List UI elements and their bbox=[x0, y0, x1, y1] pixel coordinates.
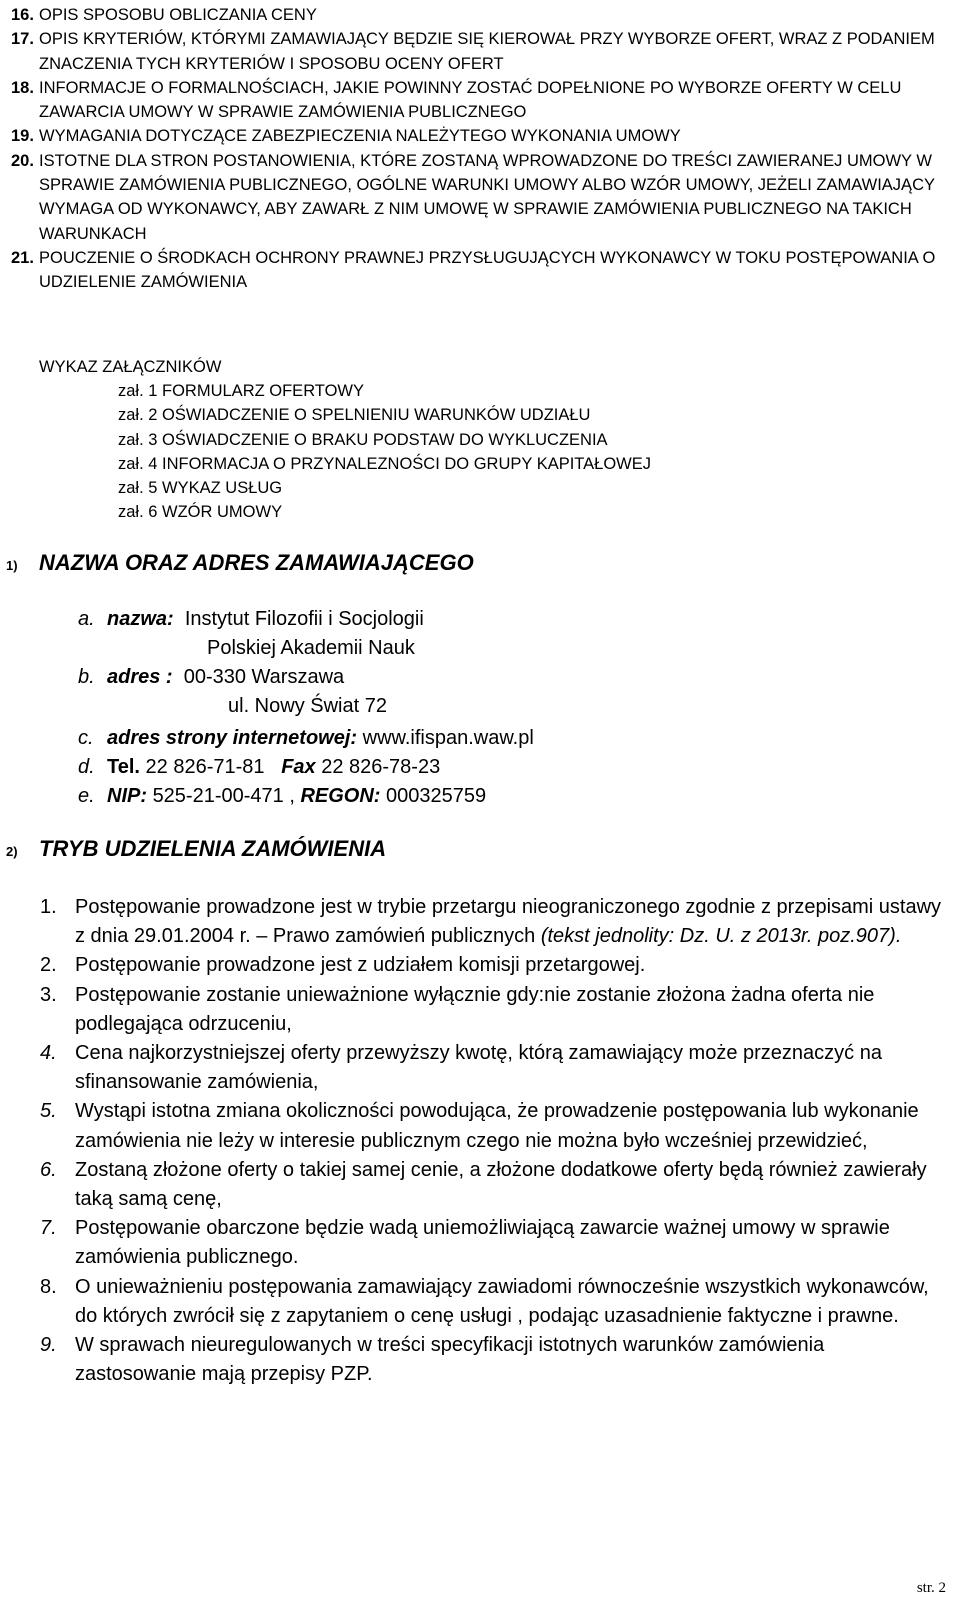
toc-item bbox=[11, 149, 956, 246]
toc-item bbox=[11, 3, 956, 27]
section-title: TRYB UDZIELENIA ZAMÓWIENIA bbox=[39, 836, 387, 861]
attachment-item: zał. 2 OŚWIADCZENIE O SPELNIENIU WARUNKÓW UDZIAŁU bbox=[118, 406, 591, 425]
item-text bbox=[75, 893, 950, 951]
item-text: Postępowanie obarczone będzie wadą uniemożliwiającą zawarcie ważnej umowy w sprawie zamówienia publicznego. bbox=[75, 1217, 890, 1269]
website-link[interactable]: www.ifispan.waw.pl bbox=[362, 727, 534, 749]
toc-text: OPIS SPOSOBU OBLICZANIA CENY bbox=[39, 6, 317, 24]
fax-value: 22 826-78-23 bbox=[321, 756, 441, 778]
toc-number: 19. bbox=[11, 127, 34, 146]
row-letter: c. bbox=[78, 727, 94, 749]
attachment-item: zał. 6 WZÓR UMOWY bbox=[118, 503, 283, 522]
toc-number: 16. bbox=[11, 6, 34, 24]
page-number: str. 2 bbox=[916, 1580, 946, 1596]
item-text: Wystąpi istotna zmiana okoliczności powodująca, że prowadzenie postępowania lub wykonanie zamówienia nie leży w interesie publicznym czego nie można było wcześniej przewidzieć, bbox=[75, 1100, 919, 1152]
tel-value: 22 826-71-81 bbox=[145, 756, 265, 778]
detail-row bbox=[78, 605, 534, 634]
list-item bbox=[40, 893, 950, 951]
toc-item bbox=[11, 246, 956, 295]
item-number: 9. bbox=[40, 1334, 57, 1357]
attachment-item: zał. 3 OŚWIADCZENIE O BRAKU PODSTAW DO WYKLUCZENIA bbox=[118, 430, 608, 449]
attachment-item: zał. 5 WYKAZ USŁUG bbox=[118, 479, 283, 498]
item-number: 3. bbox=[40, 983, 57, 1006]
list-item bbox=[40, 1097, 950, 1155]
item-number: 6. bbox=[40, 1158, 57, 1181]
row-letter: e. bbox=[78, 785, 95, 807]
address-label: adres : bbox=[107, 666, 173, 688]
toc-number: 20. bbox=[11, 151, 34, 170]
toc-item bbox=[11, 27, 956, 76]
nip-label: NIP: bbox=[107, 785, 147, 807]
section-number: 2) bbox=[6, 844, 18, 859]
item-number: 2. bbox=[40, 954, 57, 977]
regon-label: REGON: bbox=[300, 785, 381, 807]
address-value: 00-330 Warszawa bbox=[183, 666, 345, 688]
toc-item bbox=[11, 76, 956, 125]
fax-label: Fax bbox=[281, 756, 316, 778]
item-number: 1. bbox=[40, 896, 57, 918]
item-text: Postępowanie zostanie unieważnione wyłącznie gdy:nie zostanie złożona żadna oferta nie podlegająca odrzuceniu, bbox=[75, 983, 875, 1035]
name-value-cont: Polskiej Akademii Nauk bbox=[207, 637, 415, 659]
toc-text: WYMAGANIA DOTYCZĄCE ZABEZPIECZENIA NALEŻYTEGO WYKONANIA UMOWY bbox=[39, 127, 681, 146]
section-number: 1) bbox=[6, 558, 18, 573]
attachment-item: zał. 4 INFORMACJA O PRZYNALEZNOŚCI DO GRUPY KAPITAŁOWEJ bbox=[118, 454, 651, 473]
name-value: Instytut Filozofii i Socjologii bbox=[184, 608, 424, 630]
item-text: Zostaną złożone oferty o takiej samej cenie, a złożone dodatkowe oferty będą również zawierały taką samą cenę, bbox=[75, 1158, 927, 1211]
toc-text: INFORMACJE O FORMALNOŚCIACH, JAKIE POWINNY ZOSTAĆ DOPEŁNIONE PO WYBORZE OFERTY W CELU ZAWARCIA UMOWY W SPRAWIE ZAMÓWIENIA PUBLICZNEGO bbox=[39, 78, 902, 122]
item-number: 4. bbox=[40, 1042, 57, 1065]
section-heading bbox=[6, 550, 474, 576]
detail-row bbox=[78, 782, 534, 811]
item-text: Cena najkorzystniejszej oferty przewyższy kwotę, którą zamawiający może przeznaczyć na sfinansowanie zamówienia, bbox=[75, 1042, 882, 1094]
list-item bbox=[40, 1214, 950, 1272]
attachments-title: WYKAZ ZAŁĄCZNIKÓW bbox=[39, 358, 222, 376]
item-number: 5. bbox=[40, 1100, 57, 1123]
toc-number: 21. bbox=[11, 248, 34, 267]
toc-text: POUCZENIE O ŚRODKACH OCHRONY PRAWNEJ PRZYSŁUGUJĄCYCH WYKONAWCY W TOKU POSTĘPOWANIA O UDZIELENIE ZAMÓWIENIA bbox=[39, 248, 936, 292]
attachment-item: zał. 1 FORMULARZ OFERTOWY bbox=[118, 382, 365, 400]
toc-text: OPIS KRYTERIÓW, KTÓRYMI ZAMAWIAJĄCY BĘDZIE SIĘ KIEROWAŁ PRZY WYBORZE OFERT, WRAZ Z PODANIEM ZNACZENIA TYCH KRYTERIÓW I SPOSOBU OCENY OFERT bbox=[39, 30, 935, 73]
detail-row bbox=[78, 753, 534, 782]
tel-label: Tel. bbox=[107, 756, 140, 778]
website-label: adres strony internetowej: bbox=[107, 727, 358, 749]
list-item bbox=[40, 1156, 950, 1214]
detail-row bbox=[78, 663, 534, 692]
procedure-list bbox=[40, 893, 950, 1389]
list-item bbox=[40, 951, 950, 980]
row-letter: d. bbox=[78, 756, 95, 778]
toc-text: ISTOTNE DLA STRON POSTANOWIENIA, KTÓRE ZOSTANĄ WPROWADZONE DO TREŚCI ZAWIERANEJ UMOWY W SPRAWIE ZAMÓWIENIA PUBLICZNEGO, OGÓLNE WARUNKI UMOWY ALBO WZÓR UMOWY, JEŻELI ZAMAWIAJĄCY WYMAGA OD WYKONAWCY, ABY ZAWARŁ Z NIM UMOWĘ W SPRAWIE ZAMÓWIENIA PUBLICZNEGO NA TAKICH WARUNKACH bbox=[39, 151, 935, 243]
section-heading bbox=[6, 836, 386, 862]
list-item bbox=[40, 981, 950, 1039]
contracting-authority-details bbox=[78, 605, 534, 811]
row-letter: b. bbox=[78, 666, 95, 688]
toc-number: 18. bbox=[11, 78, 34, 97]
address-value-cont: ul. Nowy Świat 72 bbox=[228, 695, 387, 717]
section-title: NAZWA ORAZ ADRES ZAMAWIAJĄCEGO bbox=[39, 550, 474, 575]
attachments-list bbox=[118, 379, 651, 525]
list-item bbox=[40, 1039, 950, 1097]
item-text: Postępowanie prowadzone jest z udziałem komisji przetargowej. bbox=[75, 954, 646, 977]
item-text-main: Postępowanie prowadzone jest w trybie przetargu nieograniczonego zgodnie z przepisami ustawy z dnia 29.01.2004 r. – Prawo zamówień publicznych bbox=[75, 896, 942, 948]
toc-list bbox=[11, 3, 956, 295]
name-label: nazwa: bbox=[107, 608, 174, 630]
item-number: 7. bbox=[40, 1217, 57, 1240]
detail-row bbox=[78, 724, 534, 753]
row-letter: a. bbox=[78, 608, 95, 630]
item-text: W sprawach nieuregulowanych w treści specyfikacji istotnych warunków zamówienia zastosowanie mają przepisy PZP. bbox=[75, 1334, 825, 1386]
regon-value: 000325759 bbox=[386, 785, 487, 807]
list-item bbox=[40, 1331, 950, 1389]
detail-row bbox=[78, 692, 534, 721]
detail-row bbox=[78, 634, 534, 663]
nip-value: 525-21-00-471 , bbox=[152, 785, 295, 807]
list-item bbox=[40, 1273, 950, 1331]
item-text: O unieważnieniu postępowania zamawiający zawiadomi równocześnie wszystkich wykonawców, do których zwrócił się z zapytaniem o cenę usługi , podając uzasadnienie faktyczne i prawne. bbox=[75, 1275, 929, 1327]
toc-item bbox=[11, 124, 956, 148]
toc-number: 17. bbox=[11, 30, 34, 49]
item-number: 8. bbox=[40, 1275, 57, 1298]
item-text-italic: (tekst jednolity: Dz. U. z 2013r. poz.907). bbox=[540, 925, 902, 948]
